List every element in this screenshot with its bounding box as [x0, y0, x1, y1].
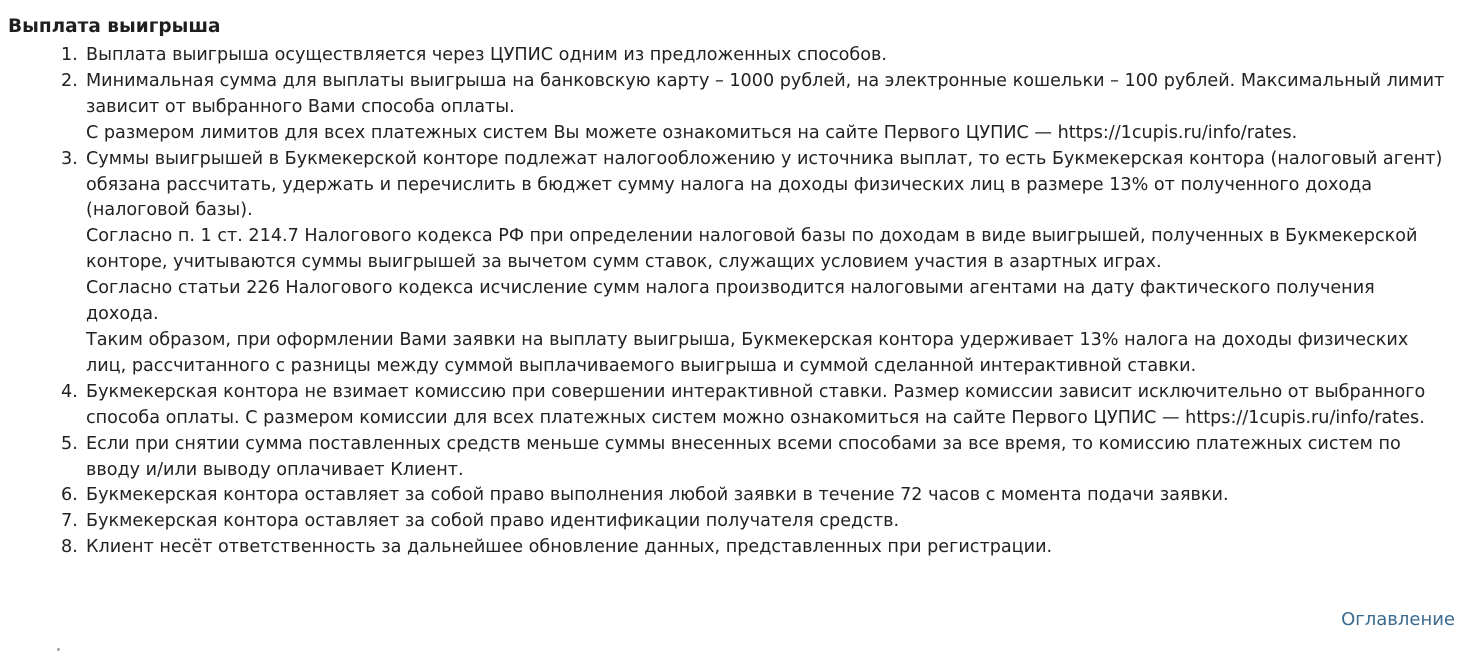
- item-number: 5.: [61, 433, 78, 454]
- section-title: Выплата выигрыша: [8, 16, 221, 38]
- list-item: [0, 69, 1469, 147]
- item-text: Минимальная сумма для выплаты выигрыша на банковскую карту – 1000 рублей, на электронные кошельки – 100 рублей. Максимальный лимит зависит от выбранного Вами способа оплаты.: [86, 70, 1445, 117]
- item-text: Суммы выигрышей в Букмекерской конторе подлежат налогообложению у источника выплат, то есть Букмекерская контора (налоговый агент) обязана рассчитать, удержать и перечислить в бюджет сумму налога на доходы физических лиц в размере 13% от полученного дохода (налоговой базы).: [86, 148, 1443, 221]
- payout-rules-list: [0, 43, 1469, 561]
- item-number: 4.: [61, 381, 78, 402]
- item-text: Клиент несёт ответственность за дальнейшее обновление данных, представленных при регистрации.: [86, 537, 1053, 558]
- list-item: [0, 43, 1469, 69]
- item-text: Согласно статьи 226 Налогового кодекса исчисление сумм налога производится налоговыми агентами на дату фактического получения дохода.: [86, 278, 1375, 325]
- item-text: Букмекерская контора оставляет за собой право выполнения любой заявки в течение 72 часов с момента подачи заявки.: [86, 485, 1229, 506]
- item-text: Выплата выигрыша осуществляется через ЦУПИС одним из предложенных способов.: [86, 45, 887, 65]
- list-item: [0, 432, 1469, 484]
- item-text: Таким образом, при оформлении Вами заявки на выплату выигрыша, Букмекерская контора удерживает 13% налога на доходы физических лиц, рассчитанного с разницы между суммой выплачиваемого выигрыша и суммой сделанной интерактивной ставки.: [86, 329, 1409, 376]
- item-text: Букмекерская контора оставляет за собой право идентификации получателя средств.: [86, 511, 900, 532]
- list-item: [0, 483, 1469, 509]
- divider-dot: [57, 648, 60, 651]
- item-number: 3.: [61, 148, 78, 169]
- item-number: 7.: [61, 511, 78, 532]
- item-number: 8.: [61, 537, 78, 558]
- table-of-contents-link[interactable]: Оглавление: [1341, 609, 1455, 630]
- list-item: [0, 147, 1469, 380]
- item-number: 6.: [61, 485, 78, 506]
- item-number: 1.: [61, 45, 78, 65]
- item-number: 2.: [61, 70, 78, 91]
- list-item: [0, 535, 1469, 561]
- item-text: С размером лимитов для всех платежных систем Вы можете ознакомиться на сайте Первого ЦУПИС — https://1cupis.ru/info/rates.: [86, 122, 1298, 143]
- list-item: [0, 380, 1469, 432]
- list-item: [0, 509, 1469, 535]
- item-text: Букмекерская контора не взимает комиссию при совершении интерактивной ставки. Размер комиссии зависит исключительно от выбранного способа оплаты. С размером комиссии для всех платежных систем можно ознакомиться на сайте Первого ЦУПИС — https://1cupis.ru/info/rates.: [86, 381, 1426, 428]
- item-text: Если при снятии сумма поставленных средств меньше суммы внесенных всеми способами за все время, то комиссию платежных систем по вводу и/или выводу оплачивает Клиент.: [86, 433, 1401, 480]
- item-text: Согласно п. 1 ст. 214.7 Налогового кодекса РФ при определении налоговой базы по доходам в виде выигрышей, полученных в Букмекерской конторе, учитываются суммы выигрышей за вычетом сумм ставок, служащих условием участия в азартных играх.: [86, 226, 1418, 273]
